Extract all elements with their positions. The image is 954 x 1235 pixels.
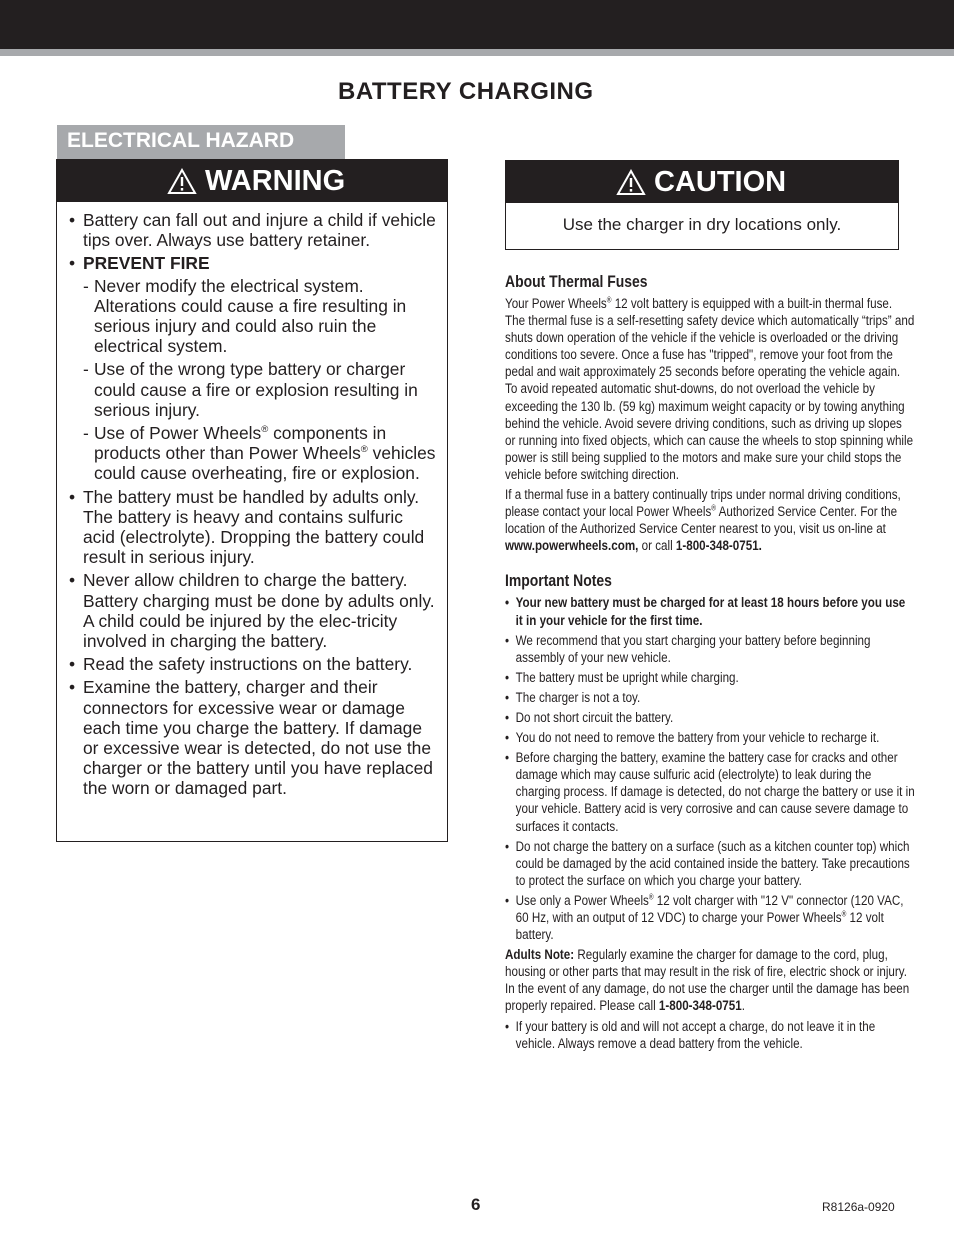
list-item: • Battery can fall out and injure a child if vehicle tips over. Always use battery retainer. — [69, 210, 437, 250]
registered-mark: ® — [261, 424, 269, 436]
sub-item: - Use of the wrong type battery or charger could cause a fire or explosion resulting in serious injury. — [83, 359, 437, 420]
adults-note — [505, 947, 915, 1015]
text-span: or call — [638, 538, 676, 555]
text-span: Use of Power Wheels — [94, 423, 262, 444]
page-title: BATTERY CHARGING — [338, 78, 594, 105]
list-item: • Examine the battery, charger and their connectors for excessive wear or damage each time you charge the battery. If damage or excessive wear is detected, do not use the charger or the battery until you have replaced the worn or damaged part. — [69, 677, 437, 798]
phone-number: 1-800-348-0751. — [675, 538, 762, 555]
list-item: • Before charging the battery, examine the battery case for cracks and other damage which may cause sulfuric acid (electrolyte) to leak during the charging process. If damage is detected, do not charge the battery or use it in your vehicle. Battery acid is very corrosive and can cause severe damage to surfaces it contacts. — [505, 750, 915, 835]
list-item — [505, 893, 915, 944]
adults-note-label: Adults Note: — [505, 947, 575, 964]
text-span: 12 volt battery. — [515, 910, 884, 944]
list-item: • Read the safety instructions on the battery. — [69, 654, 437, 674]
list-item: • Never allow children to charge the battery. Battery charging must be done by adults only. A child could be injured by the elec-tricity involved in charging the battery. — [69, 570, 437, 651]
thermal-fuses-heading: About Thermal Fuses — [505, 272, 648, 291]
registered-mark: ® — [360, 444, 368, 456]
important-notes-heading: Important Notes — [505, 571, 612, 591]
phone-number: 1-800-348-0751 — [658, 998, 742, 1015]
list-item: • The battery must be upright while charging. — [505, 670, 915, 687]
list-item — [69, 253, 437, 483]
text-span: 12 volt charger with "12 V" connector (120 VAC, 60 Hz, with an output of 12 VDC) to charge your Power Wheels — [515, 892, 904, 926]
warning-triangle-icon — [616, 169, 646, 196]
website-link[interactable]: www.powerwheels.com, — [505, 538, 639, 555]
caution-text: Use the charger in dry locations only. — [562, 215, 842, 234]
thermal-paragraph-2 — [505, 487, 915, 555]
list-item: • Do not short circuit the battery. — [505, 710, 915, 727]
important-notes-list — [505, 595, 915, 944]
header-rule — [0, 49, 954, 56]
text-span: 12 volt battery is equipped with a built-in thermal fuse. The thermal fuse is a self-resetting safety device which automatically “trips” and shuts down operation of the vehicle if the vehicle is overloaded or the driving conditions too severe. Once a fuse has "tripped", remove your foot from the pedal and wait approximately 25 seconds before operating the vehicle again. To avoid repeated automatic shut-downs, do not overload the vehicle by exceeding the 130 lb. (59 kg) maximum weight capacity or by towing anything behind the vehicle. Avoid severe driving conditions, such as driving up slopes or running into fixed objects, which can cause the wheels to stop spinning while power is still being supplied to the motors and make sure your child stops the vehicle before switching direction. — [505, 296, 915, 483]
list-item: • The charger is not a toy. — [505, 690, 915, 707]
header-bar — [0, 0, 954, 49]
thermal-paragraph-1 — [505, 296, 915, 484]
list-item: • Do not charge the battery on a surface (such as a kitchen counter top) which could be damaged by the acid contained inside the battery. Take precautions to protect the surface on which you charge your battery. — [505, 839, 915, 890]
warning-box — [56, 159, 448, 842]
registered-mark: ® — [648, 892, 654, 902]
document-code: R8126a-0920 — [822, 1200, 895, 1214]
list-item: • If your battery is old and will not accept a charge, do not leave it in the vehicle. Always remove a dead battery from the vehicle. — [505, 1019, 915, 1053]
text-span: vehicles could cause overheating, fire or explosion. — [94, 443, 436, 484]
caution-title: CAUTION — [654, 165, 787, 198]
sub-item: - Never modify the electrical system. Alterations could cause a fire resulting in serious injury and could also ruin the electrical system. — [83, 276, 437, 357]
warning-triangle-icon — [167, 168, 197, 195]
right-column — [505, 272, 915, 1056]
prevent-fire-list — [83, 276, 437, 484]
warning-title: WARNING — [205, 164, 346, 197]
list-item: • The battery must be handled by adults only. The battery is heavy and contains sulfuric acid (electrolyte). Dropping the battery could result in serious injury. — [69, 487, 437, 568]
right-column-text — [505, 272, 915, 1053]
electrical-hazard-label: ELECTRICAL HAZARD — [57, 125, 345, 159]
sub-item — [83, 423, 437, 484]
page-number: 6 — [471, 1195, 481, 1214]
caution-box — [505, 160, 899, 250]
registered-mark: ® — [606, 295, 612, 305]
warning-header — [57, 160, 447, 202]
list-item: • We recommend that you start charging your battery before beginning assembly of your new vehicle. — [505, 633, 915, 667]
registered-mark: ® — [711, 503, 716, 513]
important-notes-list-end — [505, 1019, 915, 1053]
text-span: If a thermal fuse in a battery continually trips under normal driving conditions, please contact your local Power Wheels — [505, 487, 901, 521]
text-span: Regularly examine the charger for damage to the cord, plug, housing or other parts that may result in the risk of fire, electric shock or injury. In the event of any damage, do not use the charger until the damage has been properly repaired. Please call — [505, 947, 910, 1015]
warning-list — [57, 202, 447, 799]
text-span: Authorized Service Center. For the location of the Authorized Service Center nearest to you, visit us on-line at — [505, 504, 898, 538]
list-item: • Your new battery must be charged for at least 18 hours before you use it in your vehicle for the first time. — [505, 595, 915, 629]
text-span: . — [741, 998, 745, 1015]
text-span: Your Power Wheels — [505, 296, 607, 312]
registered-mark: ® — [841, 909, 847, 919]
text-span: components in products other than Power Wheels — [94, 423, 387, 464]
list-item: • You do not need to remove the battery from your vehicle to recharge it. — [505, 730, 915, 747]
caution-header — [506, 161, 898, 203]
prevent-fire-label: PREVENT FIRE — [83, 253, 210, 274]
text-span: Use only a Power Wheels — [515, 892, 649, 909]
